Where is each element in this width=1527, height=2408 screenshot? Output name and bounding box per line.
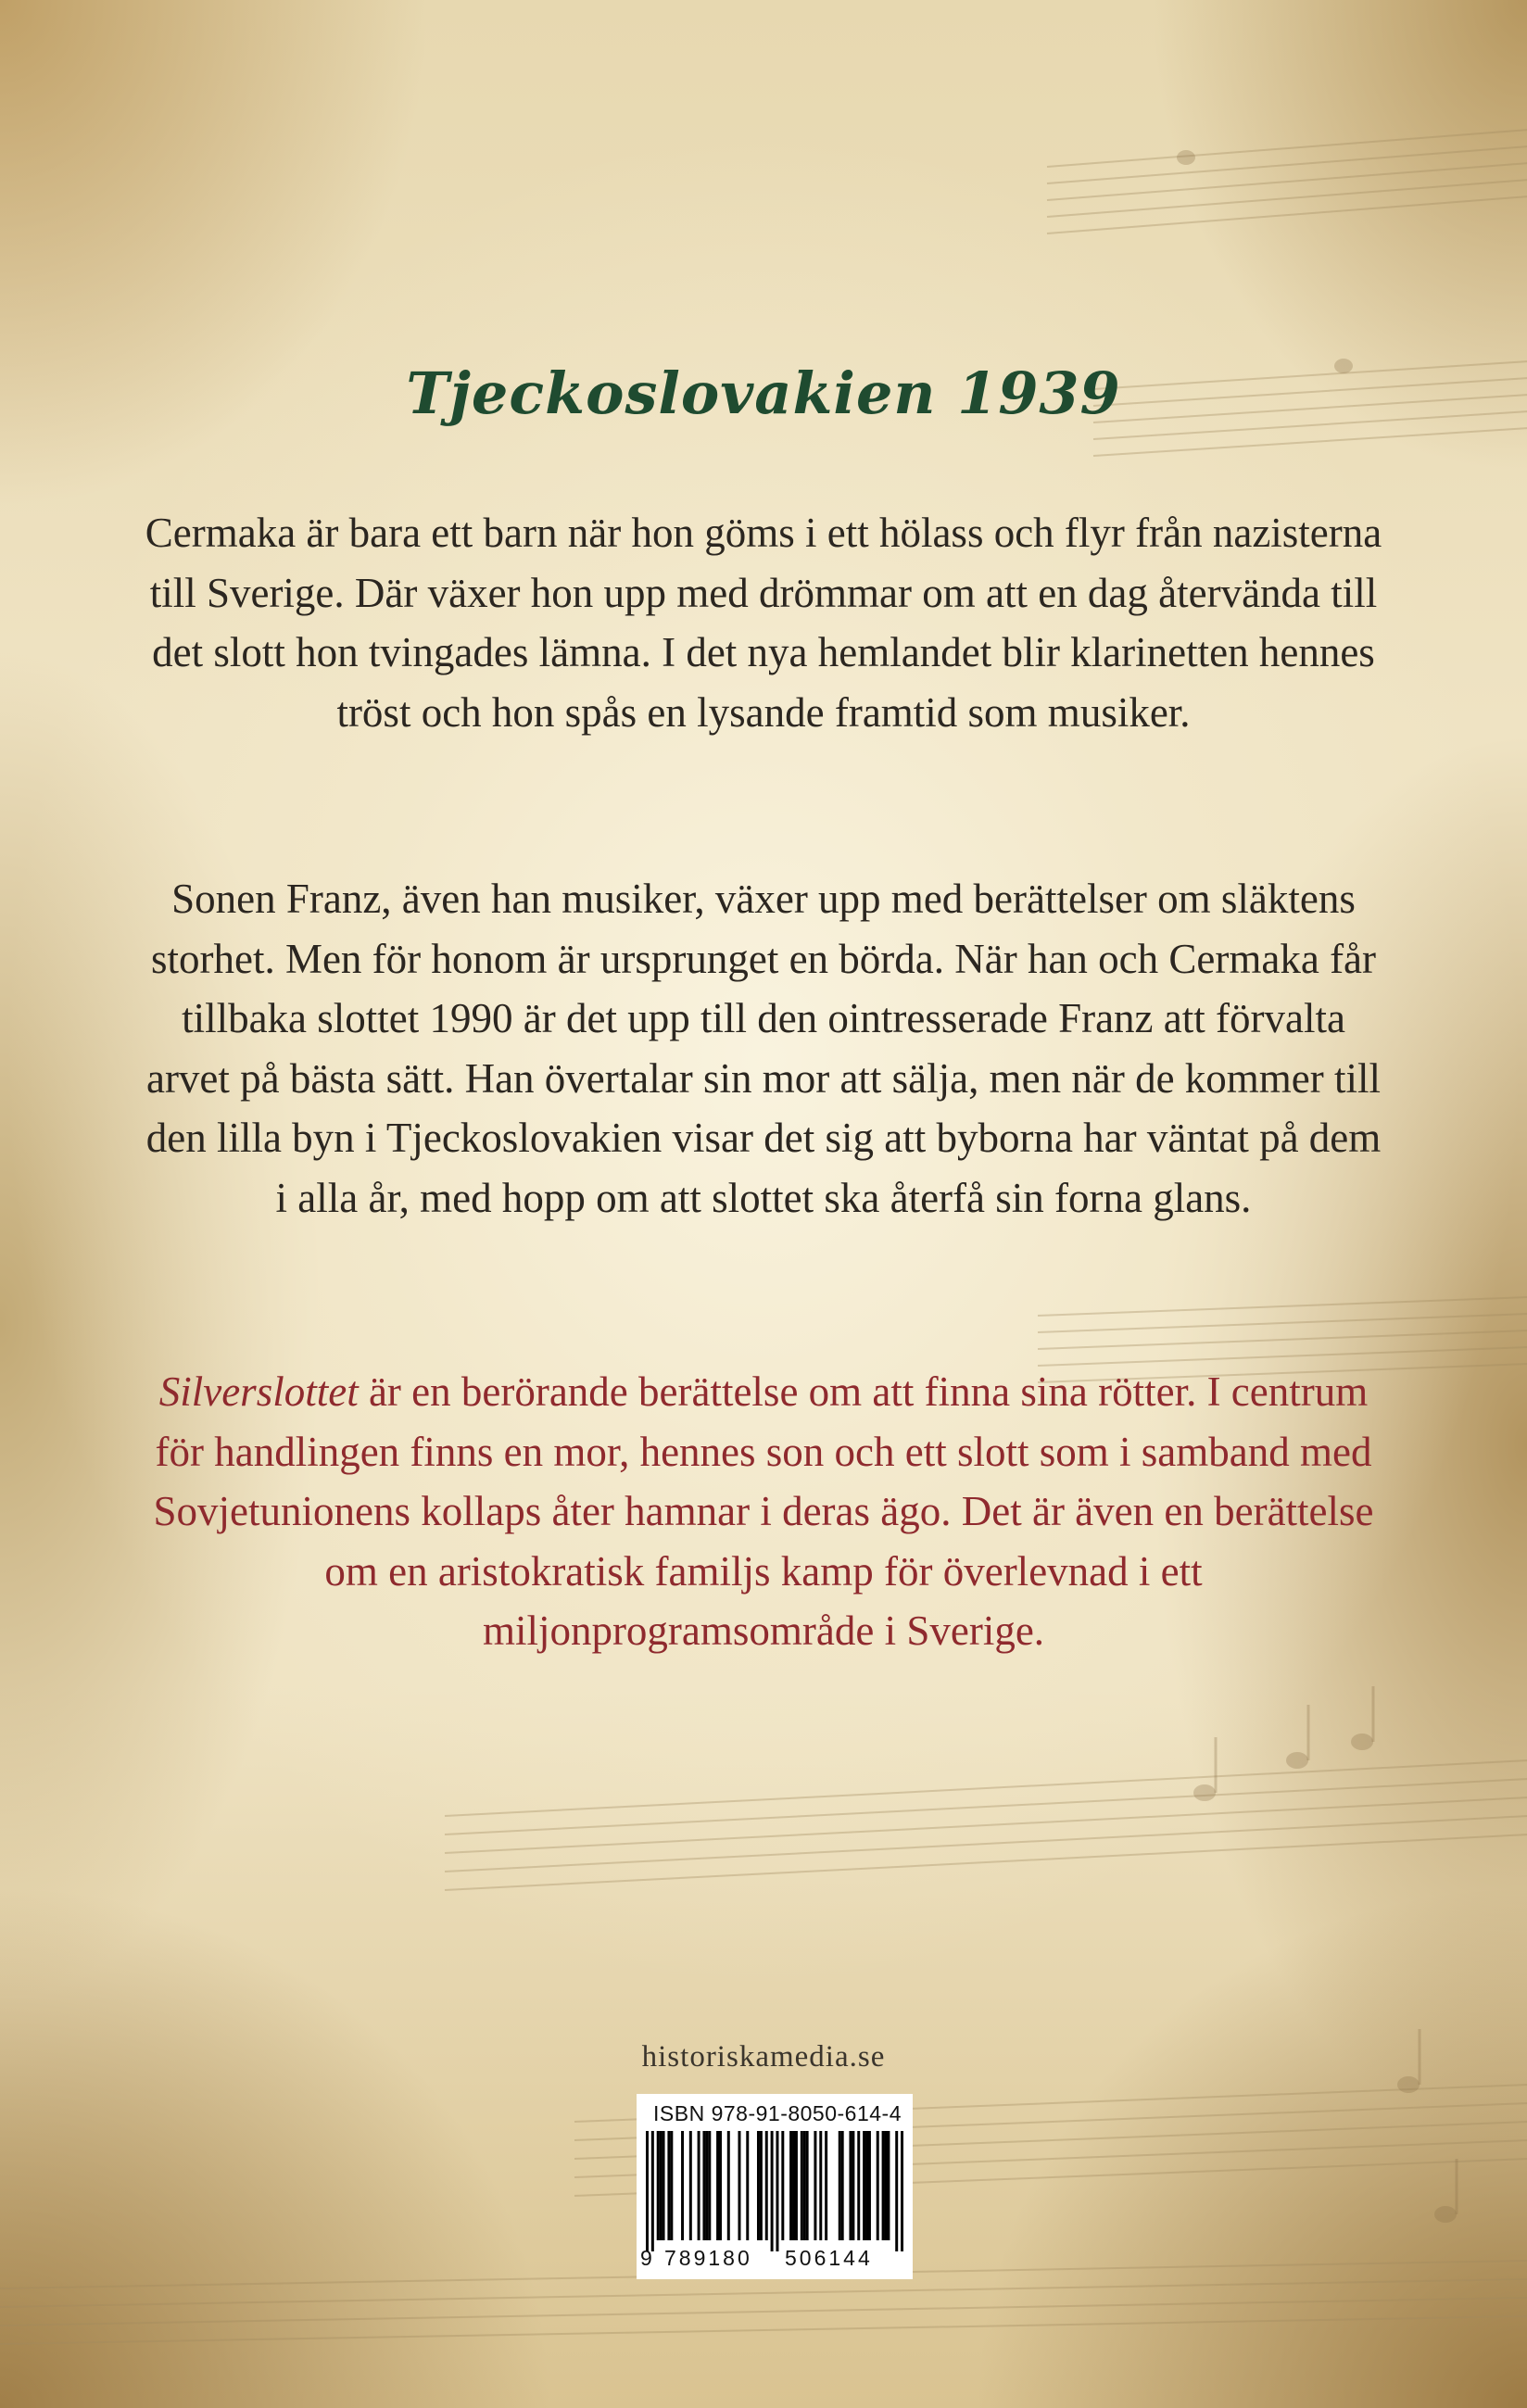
barcode-bars (646, 2131, 903, 2251)
barcode-bar (771, 2131, 774, 2251)
barcode-bar (839, 2131, 841, 2240)
barcode-bar (716, 2131, 719, 2240)
barcode-bar (868, 2131, 871, 2240)
barcode-bar (719, 2131, 722, 2240)
barcode-bar (660, 2131, 663, 2240)
barcode-bar (887, 2131, 890, 2240)
barcode-bar (657, 2131, 660, 2240)
barcode-bar (738, 2131, 740, 2240)
barcode-bar (651, 2131, 654, 2251)
barcode-bar (803, 2131, 806, 2240)
barcode-bar (705, 2131, 708, 2240)
ean-right-group: 506144 (785, 2246, 873, 2270)
barcode-bar (727, 2131, 730, 2240)
paragraph-1: Cermaka är bara ett barn när hon göms i ett hölass och flyr från nazisterna till Sverige. Där växer hon upp med drömmar om att en dag återvända till det slott hon tvingades lämna. I det nya hemlandet blir klarinetten hennes tröst och hon spås en lysande framtid som musiker. (145, 510, 1382, 736)
barcode-bar (708, 2131, 711, 2240)
barcode-bar (765, 2131, 768, 2240)
isbn-label: ISBN 978-91-8050-614-4 (653, 2101, 902, 2125)
barcode-bar (667, 2131, 670, 2240)
barcode-bar (863, 2131, 865, 2240)
barcode-bar (814, 2131, 816, 2240)
barcode-bar (857, 2131, 860, 2240)
barcode-bar (792, 2131, 795, 2240)
barcode-bar (885, 2131, 888, 2240)
isbn-barcode (637, 2094, 913, 2279)
barcode-bar (895, 2131, 898, 2251)
barcode-bar (841, 2131, 844, 2240)
barcode-bar (795, 2131, 798, 2240)
barcode-bar (670, 2131, 673, 2240)
barcode-bar (646, 2131, 649, 2251)
paragraph-3-text: är en berörande berättelse om att finna sina rötter. I centrum för handlingen finns en mor, hennes son och ett slott som i samband med Sovjetunionens kollaps åter hamnar i deras ägo. Det är även en berättelse om en aristokratisk familjs kamp för överlevnad i ett miljonprogramsområde i Sverige. (153, 1368, 1374, 1654)
barcode-bar (698, 2131, 700, 2240)
barcode-bar (663, 2131, 665, 2240)
book-title: Silverslottet (158, 1368, 359, 1415)
publisher-website[interactable]: historiskamedia.se (641, 2040, 886, 2074)
barcode-bar (776, 2131, 778, 2251)
barcode-bar (901, 2131, 903, 2251)
barcode-bar (789, 2131, 792, 2240)
barcode-bar (689, 2131, 692, 2240)
barcode-bar (801, 2131, 803, 2240)
heading: Tjeckoslovakien 1939 (406, 359, 1121, 427)
ean-left-group: 789180 (664, 2246, 752, 2270)
barcode-bar (852, 2131, 854, 2240)
barcode-bar (681, 2131, 684, 2240)
ean-first-digit: 9 (640, 2246, 652, 2270)
barcode-bar (877, 2131, 879, 2240)
barcode-bar (806, 2131, 809, 2240)
barcode-bar (757, 2131, 760, 2240)
barcode-bar (882, 2131, 885, 2240)
barcode-bar (760, 2131, 763, 2240)
barcode-bar (746, 2131, 749, 2240)
barcode-bar (865, 2131, 868, 2240)
barcode-bar (819, 2131, 822, 2240)
barcode-bar (702, 2131, 705, 2240)
barcode-bar (825, 2131, 827, 2240)
paragraph-3 (139, 1362, 1388, 1661)
paragraph-2: Sonen Franz, även han musiker, växer upp med berättelser om släktens storhet. Men för honom är ursprunget en börda. När han och Cermaka får tillbaka slottet 1990 är det upp till den ointresserade Franz att förvalta arvet på bästa sätt. Han övertalar sin mor att sälja, men när de kommer till den lilla byn i Tjeckoslovakien visar det sig att byborna har väntat på dem i alla år, med hopp om att slottet ska återfå sin forna glans. (145, 876, 1382, 1221)
barcode-bar (781, 2131, 784, 2240)
barcode-bar (849, 2131, 852, 2240)
